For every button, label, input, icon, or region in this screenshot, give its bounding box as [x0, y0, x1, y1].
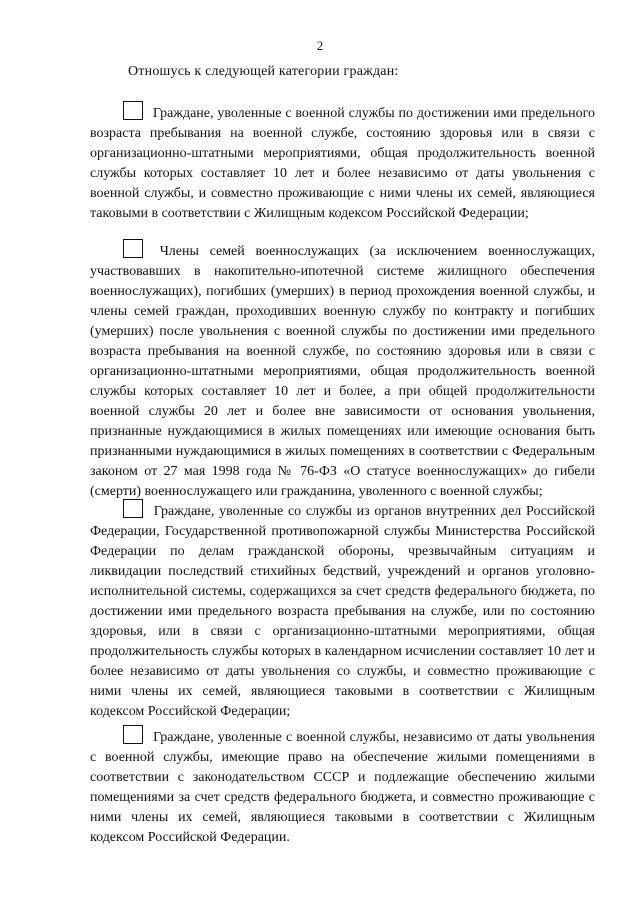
category-text-2: Члены семей военнослужащих (за исключением военнослужащих, участвовавших в накопительно-ипотечной системе жилищного обеспечения военнослужащих), погибших (умерших) в период прохождения военной службы, и члены семей граждан, проходивших военную службу по контракту и погибших (умерших) после увольнения с военной службы по достижении ими предельного возраста пребывания на военной службе, по состоянию здоровья или в связи с организационно-штатными мероприятиями, общая продолжительность военной службы которых составляет 10 лет и более, а при общей продолжительности военной службы 20 лет и более вне зависимости от основания увольнения, признанные нуждающимися в жилых помещениях или имеющие основания быть признанными нуждающимися в жилых помещениях в соответствии с Федеральным законом от 27 мая 1998 года № 76-ФЗ «О статусе военнослужащих» до гибели (смерти) военнослужащего или гражданина, уволенного с военной службы;: [90, 244, 595, 499]
category-checkbox-1[interactable]: [123, 101, 143, 120]
intro-text: Отношусь к следующей категории граждан:: [128, 64, 399, 79]
category-text-3: Граждане, уволенные со службы из органов внутренних дел Российской Федерации, Государственной противопожарной службы Министерства Российской Федерации по делам гражданской обороны, чрезвычайным ситуациям и ликвидации последствий стихийных бедствий, учреждений и органов уголовно-исполнительной системы, содержащихся за счет средств федерального бюджета, по достижении ими предельного возраста пребывания на службе, или по состоянию здоровья, или в связи с организационно-штатными мероприятиями, общая продолжительность службы которых в календарном исчислении составляет 10 лет и более независимо от даты увольнения со службы, и совместно проживающие с ними члены их семей, являющиеся таковыми в соответствии с Жилищным кодексом Российской Федерации;: [90, 504, 596, 719]
category-text-4: Граждане, уволенные с военной службы, независимо от даты увольнения с военной службы, имеющие право на обеспечение жилыми помещениями в соответствии с законодательством СССР и подлежащие обеспечению жилыми помещениями за счет средств федерального бюджета, и совместно проживающие с ними члены их семей, являющиеся таковыми в соответствии с Жилищным кодексом Российской Федерации.: [90, 730, 596, 845]
category-item-1: [90, 100, 595, 224]
page-number: 2: [316, 38, 324, 53]
category-checkbox-4[interactable]: [123, 725, 143, 744]
category-item-4: [90, 724, 595, 848]
category-checkbox-3[interactable]: [123, 499, 143, 518]
category-item-3: [90, 498, 595, 722]
category-checkbox-2[interactable]: [123, 239, 143, 258]
category-text-1: Граждане, уволенные с военной службы по достижении ими предельного возраста пребывания на военной службе, состоянию здоровья или в связи с организационно-штатными мероприятиями, общая продолжительность военной службы которых составляет 10 лет и более независимо от даты увольнения с военной службы, и совместно проживающие с ними члены их семей, являющиеся таковыми в соответствии с Жилищным кодексом Российской Федерации;: [90, 106, 596, 221]
category-item-2: [90, 238, 595, 502]
